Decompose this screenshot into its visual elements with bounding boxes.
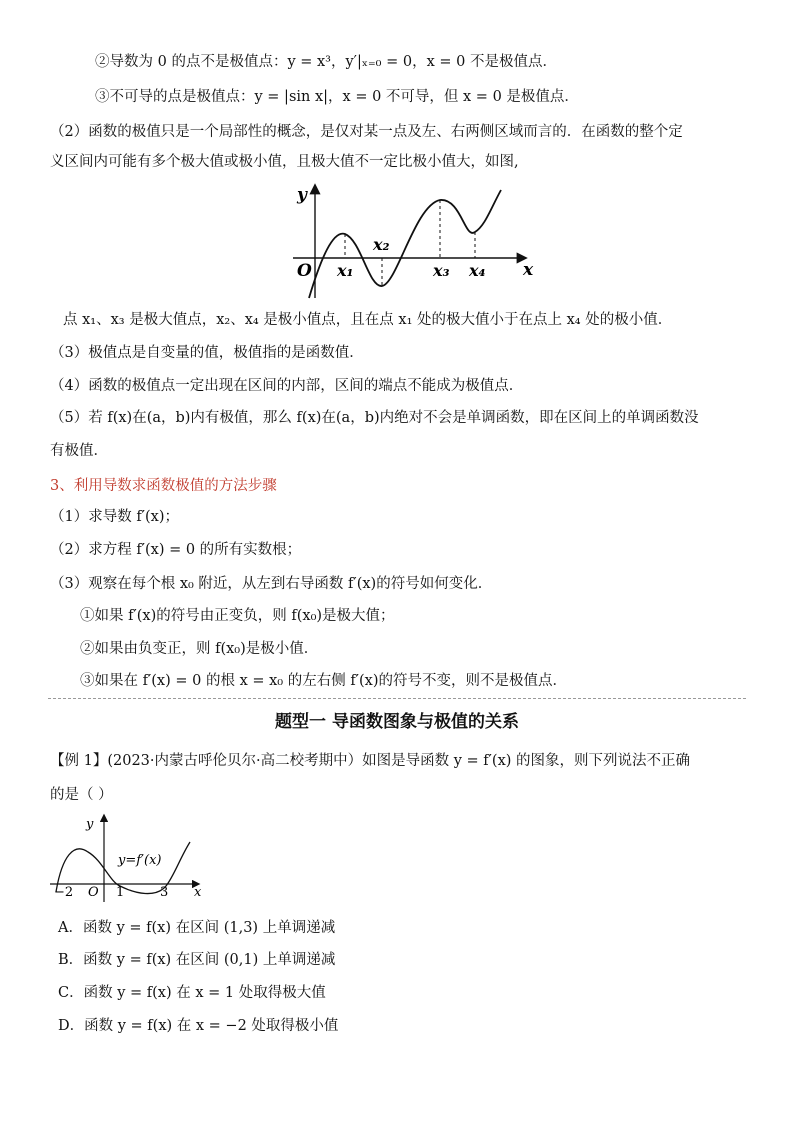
x4-label: x₄ <box>469 261 486 280</box>
x2-label: x₂ <box>373 235 390 254</box>
tick-1: 1 <box>116 885 125 900</box>
option-d[interactable]: D．函数 y = f(x) 在 x = −2 处取得极小值 <box>58 1018 339 1034</box>
text-line-3: （2）函数的极值只是一个局部性的概念，是仅对某一点及左、右两侧区域而言的．在函数的整个定 <box>50 124 683 140</box>
curve-label: y=f′(x) <box>118 853 162 868</box>
text-line-8: （5）若 f(x)在(a，b)内有极值，那么 f(x)在(a，b)内绝对不会是单调函数，即在区间上的单调函数没 <box>50 410 699 426</box>
section-title: 题型一 导函数图象与极值的关系 <box>275 712 519 732</box>
tick-3: 3 <box>160 885 169 900</box>
x1-label: x₁ <box>337 261 354 280</box>
heading-method-steps: 3、利用导数求函数极值的方法步骤 <box>50 478 277 494</box>
step-1: （1）求导数 f′(x)； <box>50 509 179 525</box>
text-line-6: （3）极值点是自变量的值，极值指的是函数值． <box>50 345 364 361</box>
text-line-1: ②导数为 0 的点不是极值点：y = x³，y′|ₓ₌₀ = 0，x = 0 不是极值点． <box>95 54 557 70</box>
tick-neg2: −2 <box>54 885 74 900</box>
step-3b: ②如果由负变正，则 f(x₀)是极小值． <box>80 641 319 657</box>
example-line-1: 【例 1】(2023·内蒙古呼伦贝尔·高二校考期中）如图是导函数 y = f′(x) 的图象，则下列说法不正确 <box>50 753 691 769</box>
x-label: x <box>523 260 534 280</box>
text-line-9: 有极值． <box>50 443 108 459</box>
example-line-2: 的是（ ） <box>50 787 113 803</box>
text-line-5: 点 x₁、x₃ 是极大值点，x₂、x₄ 是极小值点，且在点 x₁ 处的极大值小于在点上 x₄ 处的极小值． <box>63 312 673 328</box>
y-label: y <box>86 817 94 832</box>
text-line-7: （4）函数的极值点一定出现在区间的内部，区间的端点不能成为极值点． <box>50 378 524 394</box>
step-3a: ①如果 f′(x)的符号由正变负，则 f(x₀)是极大值； <box>80 608 395 624</box>
option-a[interactable]: A．函数 y = f(x) 在区间 (1,3) 上单调递减 <box>58 920 336 936</box>
origin-label: O <box>297 261 312 281</box>
text-line-4: 义区间内可能有多个极大值或极小值，且极大值不一定比极小值大，如图, <box>50 154 519 170</box>
step-3c: ③如果在 f′(x) = 0 的根 x = x₀ 的左右侧 f′(x)的符号不变，则不是极值点． <box>80 673 567 689</box>
option-c[interactable]: C．函数 y = f(x) 在 x = 1 处取得极大值 <box>58 985 326 1001</box>
origin-label: O <box>88 885 99 900</box>
local-extrema-figure <box>285 180 545 305</box>
section-divider <box>48 698 746 699</box>
x-label: x <box>194 885 202 900</box>
step-2: （2）求方程 f′(x) = 0 的所有实数根； <box>50 542 302 558</box>
step-3: （3）观察在每个根 x₀ 附近，从左到右导函数 f′(x)的符号如何变化． <box>50 576 493 592</box>
function-curve <box>309 190 501 298</box>
text-line-2: ③不可导的点是极值点：y = |sin x|，x = 0 不可导，但 x = 0 是极值点． <box>95 89 579 105</box>
x3-label: x₃ <box>433 261 450 280</box>
option-b[interactable]: B．函数 y = f(x) 在区间 (0,1) 上单调递减 <box>58 952 336 968</box>
y-label: y <box>297 185 307 205</box>
derivative-graph-figure <box>48 812 208 904</box>
